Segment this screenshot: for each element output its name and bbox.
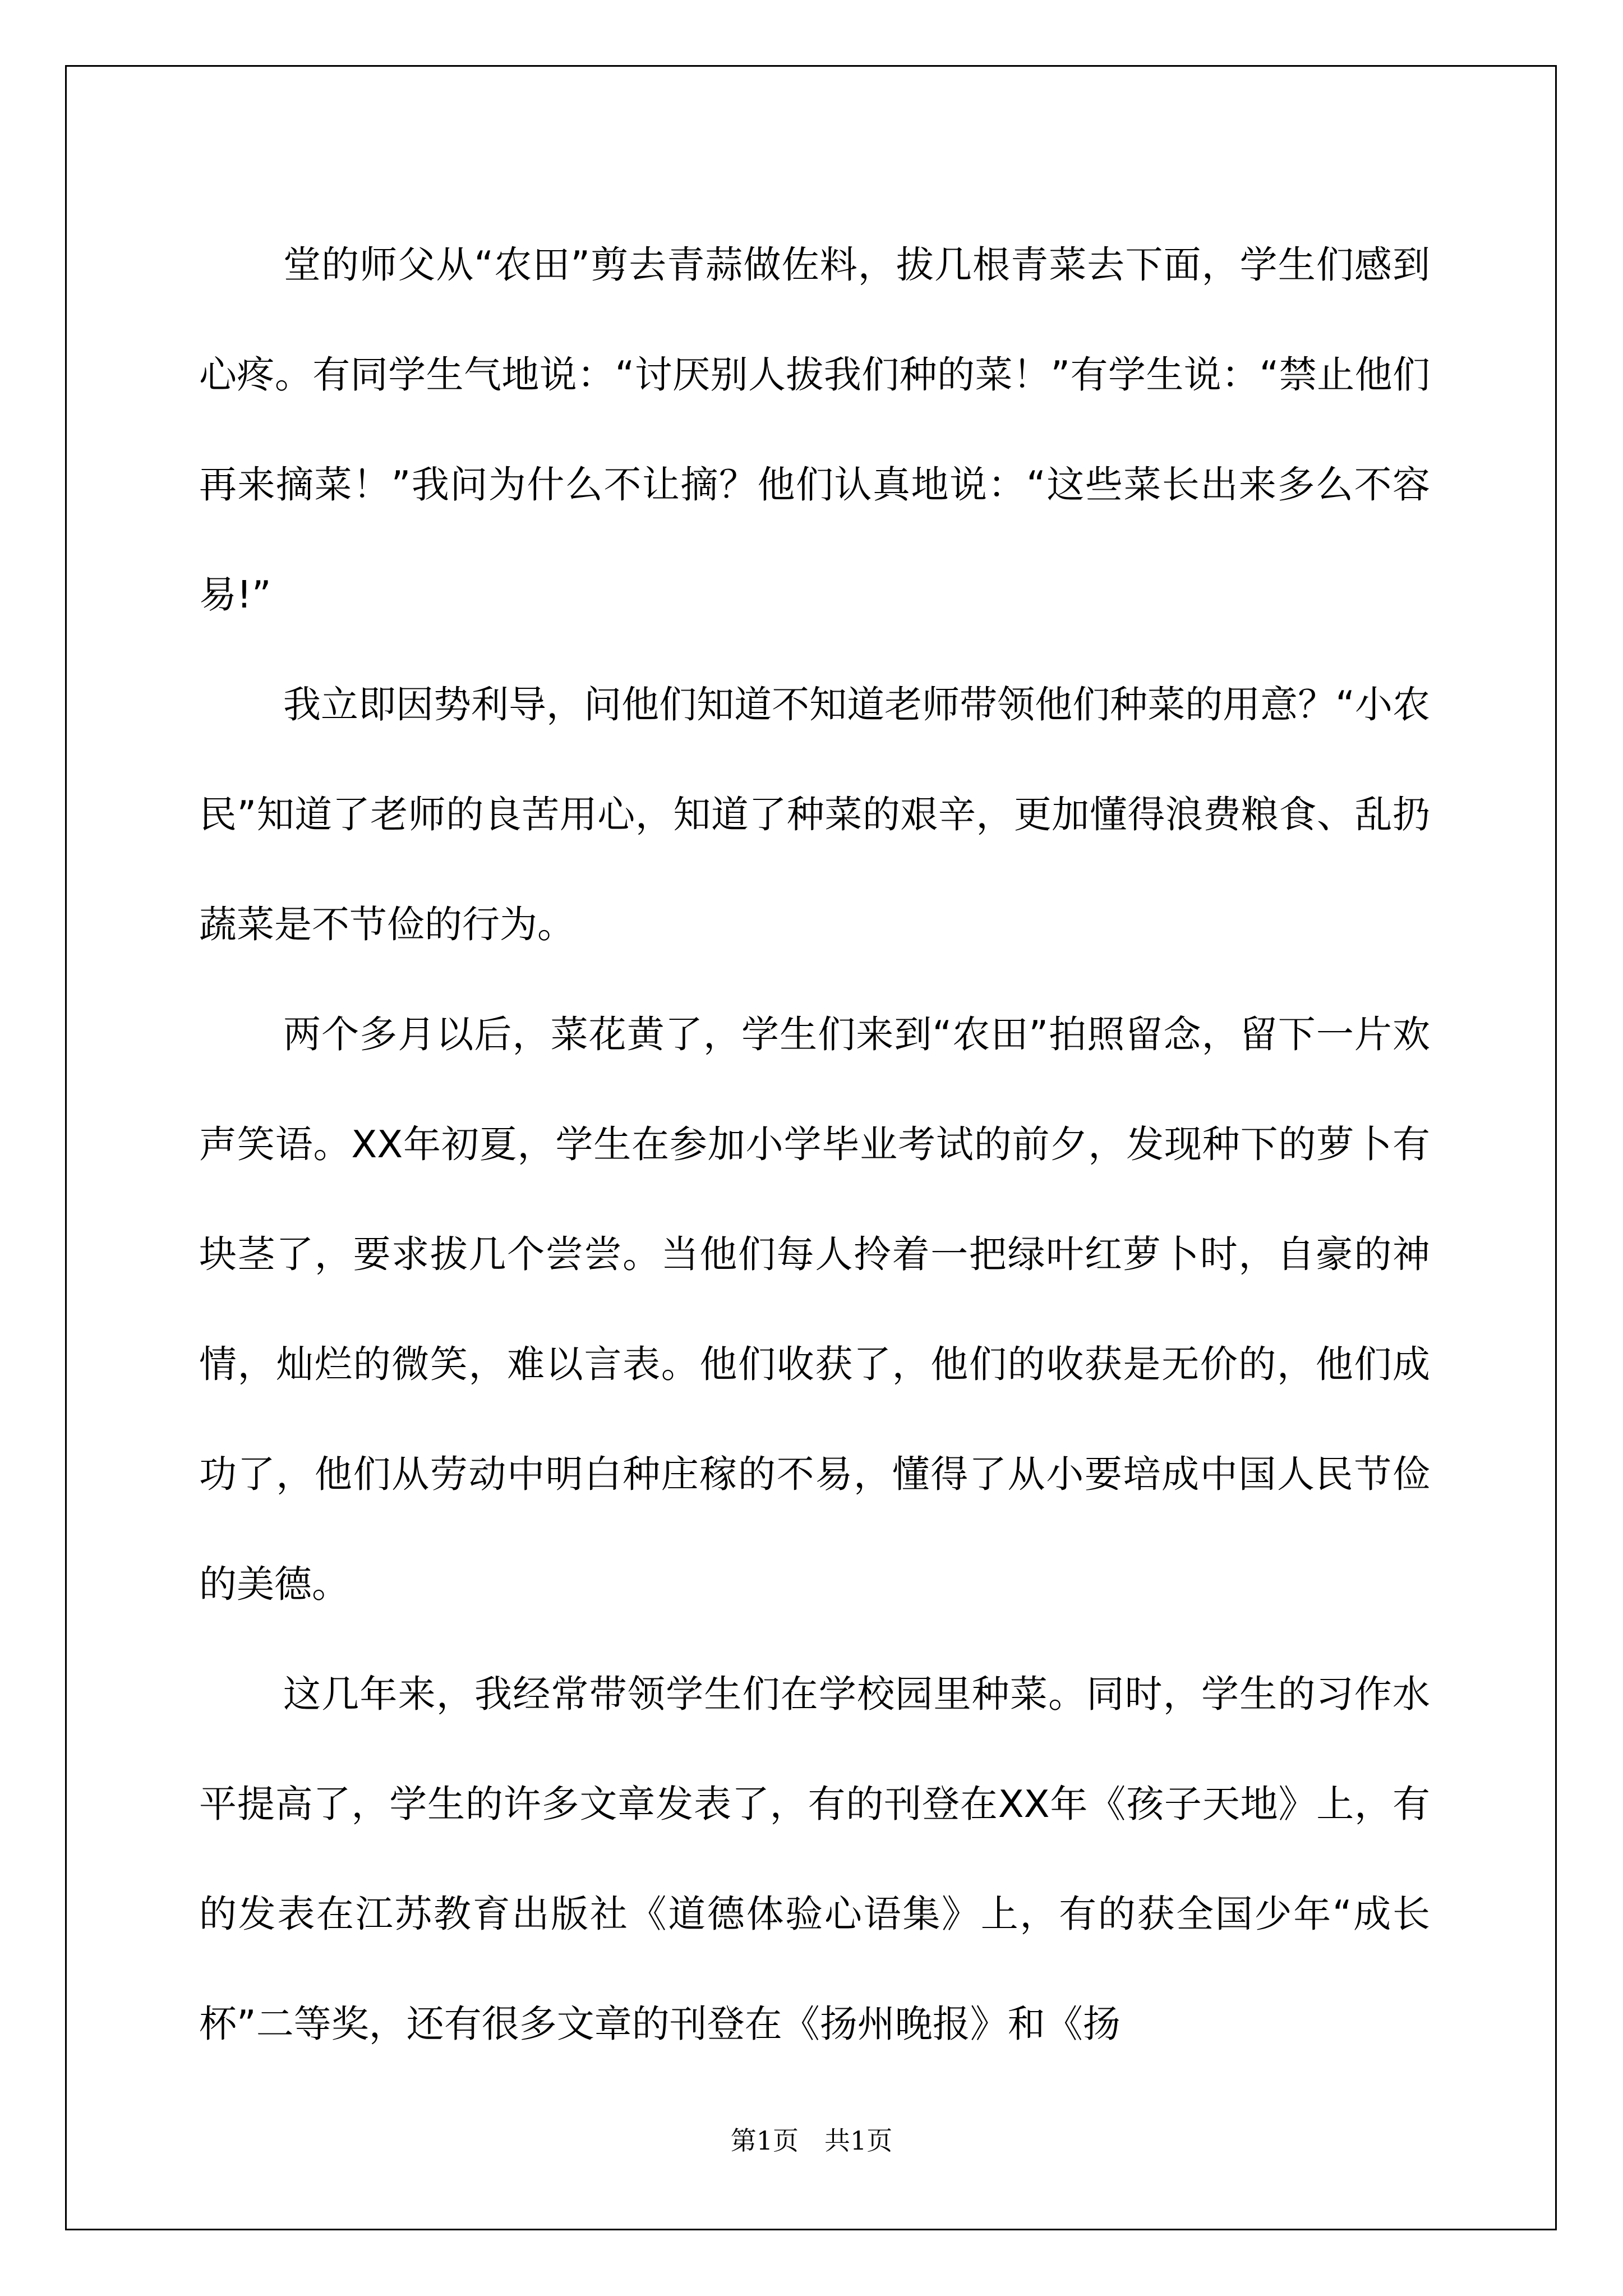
document-body xyxy=(199,210,1430,2079)
paragraph-1: 堂的师父从“农田”剪去青蒜做佐料，拔几根青菜去下面，学生们感到心疼。有同学生气地说：“讨厌别人拔我们种的菜！”有学生说：“禁止他们再来摘菜！”我问为什么不让摘？他们认真地说：“这些菜长出来多么不容易!” xyxy=(199,243,1430,616)
page-footer: 第1页 共1页 xyxy=(730,2125,893,2156)
paragraph-3: 两个多月以后，菜花黄了，学生们来到“农田”拍照留念，留下一片欢声笑语。XX年初夏，学生在参加小学毕业考试的前夕，发现种下的萝卜有块茎了，要求拔几个尝尝。当他们每人拎着一把绿叶红萝卜时，自豪的神情，灿烂的微笑，难以言表。他们收获了，他们的收获是无价的，他们成功了，他们从劳动中明白种庄稼的不易，懂得了从小要培成中国人民节俭的美德。 xyxy=(199,1013,1430,1606)
paragraph-2: 我立即因势利导，问他们知道不知道老师带领他们种菜的用意？“小农民”知道了老师的良苦用心，知道了种菜的艰辛，更加懂得浪费粮食、乱扔蔬菜是不节俭的行为。 xyxy=(199,683,1430,946)
paragraph-4: 这几年来，我经常带领学生们在学校园里种菜。同时，学生的习作水平提高了，学生的许多文章发表了，有的刊登在XX年《孩子天地》上，有的发表在江苏教育出版社《道德体验心语集》上，有的获全国少年“成长杯”二等奖，还有很多文章的刊登在《扬州晚报》和《扬 xyxy=(199,1672,1430,2046)
